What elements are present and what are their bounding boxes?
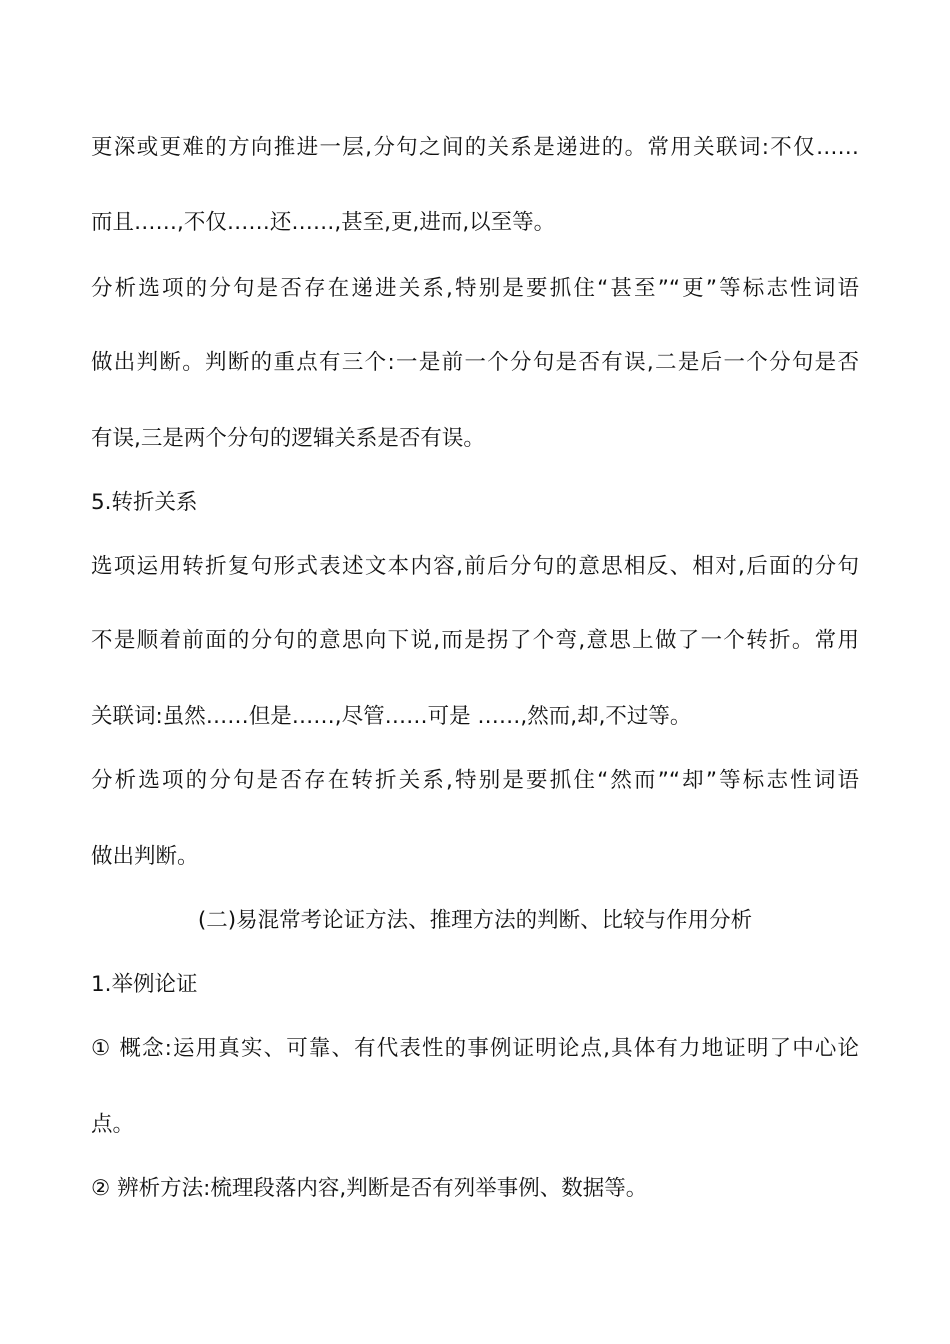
paragraph-line: 有误,三是两个分句的逻辑关系是否有误。 (91, 426, 485, 451)
paragraph-line: 分析选项的分句是否存在递进关系,特别是要抓住“甚至”“更”等标志性词语 (91, 276, 859, 301)
paragraph-line: 做出判断。 (91, 844, 199, 869)
section-title: (二)易混常考论证方法、推理方法的判断、比较与作用分析 (197, 908, 753, 933)
paragraph-line: 选项运用转折复句形式表述文本内容,前后分句的意思相反、相对,后面的分句 (91, 554, 859, 579)
paragraph-line: 而且……,不仅……还……,甚至,更,进而,以至等。 (91, 210, 556, 235)
subsection-heading: 1.举例论证 (91, 972, 198, 997)
paragraph-line: 分析选项的分句是否存在转折关系,特别是要抓住“然而”“却”等标志性词语 (91, 768, 859, 793)
paragraph-line: 做出判断。判断的重点有三个:一是前一个分句是否有误,二是后一个分句是否 (91, 350, 859, 375)
paragraph-line: 不是顺着前面的分句的意思向下说,而是拐了个弯,意思上做了一个转折。常用 (91, 628, 859, 653)
paragraph-line: 关联词:虽然……但是……,尽管……可是 ……,然而,却,不过等。 (91, 704, 692, 729)
paragraph-line: ① 概念:运用真实、可靠、有代表性的事例证明论点,具体有力地证明了中心论 (91, 1036, 859, 1061)
paragraph-line: 点。 (91, 1112, 135, 1137)
paragraph-line: 更深或更难的方向推进一层,分句之间的关系是递进的。常用关联词:不仅…… (91, 135, 859, 160)
section-heading: 5.转折关系 (91, 490, 198, 515)
paragraph-line: ② 辨析方法:梳理段落内容,判断是否有列举事例、数据等。 (91, 1176, 648, 1201)
